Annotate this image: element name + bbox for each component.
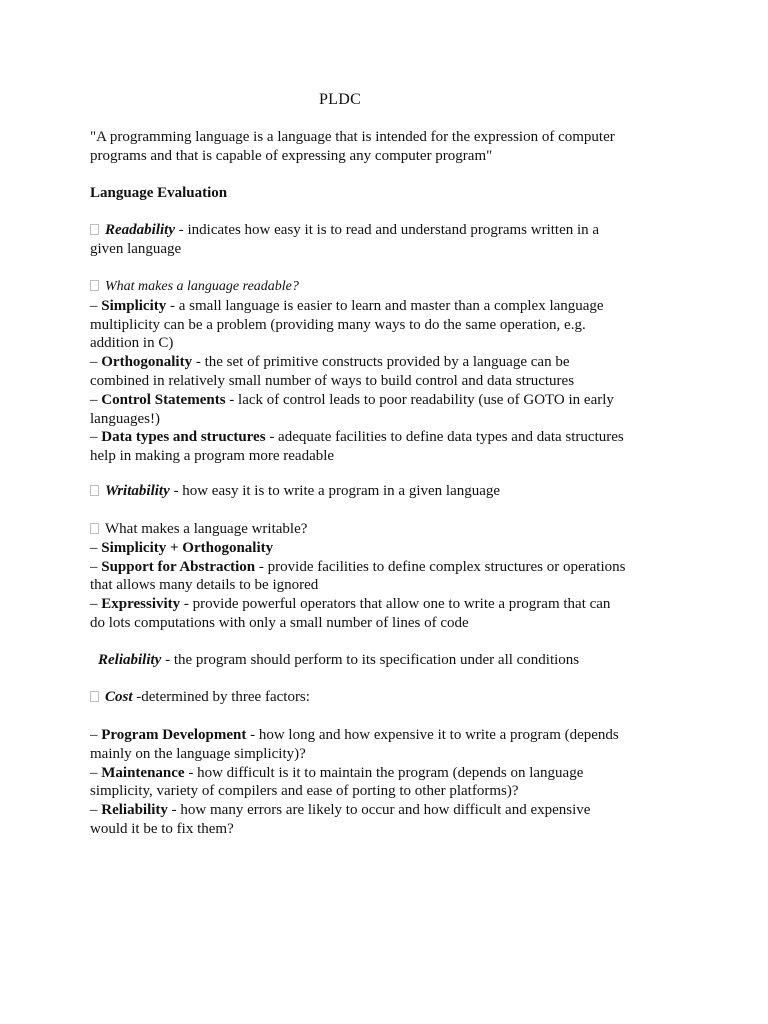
quote-line: programs and that is capable of expressing any computer program" bbox=[90, 147, 493, 164]
expressivity-term: Expressivity bbox=[101, 596, 181, 613]
dash: – bbox=[90, 727, 102, 743]
readable-question: What makes a language readable? bbox=[105, 279, 299, 294]
cost-text: -determined by three factors: bbox=[132, 689, 310, 705]
program-development-text: mainly on the language simplicity)? bbox=[90, 745, 306, 762]
simplicity-term: Simplicity bbox=[101, 297, 167, 314]
abstraction-term: Support for Abstraction bbox=[101, 558, 256, 575]
orthogonality-term: Orthogonality bbox=[101, 354, 193, 371]
maintenance-text: - how difficult is it to maintain the program (depends on language bbox=[184, 764, 584, 781]
document-title: PLDC bbox=[318, 91, 362, 108]
program-development-term: Program Development bbox=[101, 727, 247, 743]
cost-reliability-text: - how many errors are likely to occur and how difficult and expensive bbox=[167, 802, 591, 819]
writable-list bbox=[90, 520, 690, 633]
dash: – bbox=[90, 558, 102, 575]
cost-paragraph bbox=[90, 688, 690, 707]
definition-quote bbox=[90, 128, 690, 166]
data-types-term: Data types and structures bbox=[101, 429, 266, 446]
section-heading: Language Evaluation bbox=[90, 185, 228, 201]
expressivity-text: do lots computations with only a small number of lines of code bbox=[90, 614, 469, 631]
cost-reliability-term: Reliability bbox=[101, 802, 168, 819]
readable-list bbox=[90, 277, 690, 466]
dash: – bbox=[90, 596, 102, 613]
writability-term: Writability bbox=[105, 483, 170, 499]
simplicity-text: - a small language is easier to learn and master than a complex language bbox=[166, 297, 604, 314]
reliability-text: - the program should perform to its specification under all conditions bbox=[161, 652, 580, 668]
bullet-icon bbox=[90, 280, 99, 291]
dash: – bbox=[90, 764, 102, 781]
control-statements-text: languages!) bbox=[90, 410, 160, 427]
readability-text: - indicates how easy it is to read and understand programs written in a bbox=[175, 222, 600, 238]
writable-question: What makes a language writable? bbox=[105, 521, 308, 537]
reliability-term: Reliability bbox=[98, 652, 162, 668]
maintenance-text: simplicity, variety of compilers and ease of porting to other platforms)? bbox=[90, 783, 519, 800]
data-types-text: - adequate facilities to define data types and data structures bbox=[265, 429, 624, 446]
data-types-text: help in making a program more readable bbox=[90, 448, 335, 465]
dash: – bbox=[90, 391, 102, 408]
simplicity-text: addition in C) bbox=[90, 335, 174, 352]
control-statements-text: - lack of control leads to poor readability (use of GOTO in early bbox=[225, 391, 614, 408]
bullet-icon bbox=[90, 691, 99, 702]
expressivity-text: - provide powerful operators that allow one to write a program that can bbox=[180, 596, 611, 613]
reliability-paragraph bbox=[98, 651, 698, 670]
readability-text: given language bbox=[90, 240, 182, 257]
abstraction-text: that allows many details to be ignored bbox=[90, 577, 319, 594]
cost-factors-list bbox=[90, 726, 690, 839]
dash: – bbox=[90, 802, 102, 819]
simplicity-orthogonality-term: Simplicity + Orthogonality bbox=[101, 539, 274, 556]
cost-reliability-text: would it be to fix them? bbox=[90, 820, 234, 837]
dash: – bbox=[90, 429, 102, 446]
readability-paragraph bbox=[90, 221, 690, 259]
dash: – bbox=[90, 297, 102, 314]
orthogonality-text: combined in relatively small number of ways to build control and data structures bbox=[90, 372, 575, 389]
orthogonality-text: - the set of primitive constructs provided by a language can be bbox=[192, 354, 570, 371]
program-development-text: - how long and how expensive it to write a program (depends bbox=[246, 727, 619, 743]
cost-term: Cost bbox=[105, 689, 133, 705]
bullet-icon bbox=[90, 485, 99, 496]
simplicity-text: multiplicity can be a problem (providing many ways to do the same operation, e.g. bbox=[90, 316, 586, 333]
writability-text: - how easy it is to write a program in a given language bbox=[169, 483, 501, 499]
bullet-icon bbox=[90, 224, 99, 235]
bullet-icon bbox=[90, 523, 99, 534]
abstraction-text: - provide facilities to define complex structures or operations bbox=[255, 558, 626, 575]
readability-term: Readability bbox=[105, 222, 175, 238]
dash: – bbox=[90, 354, 102, 371]
control-statements-term: Control Statements bbox=[101, 391, 226, 408]
maintenance-term: Maintenance bbox=[101, 764, 185, 781]
dash: – bbox=[90, 539, 102, 556]
quote-line: "A programming language is a language that is intended for the expression of computer bbox=[90, 129, 615, 145]
writability-paragraph bbox=[90, 482, 690, 501]
